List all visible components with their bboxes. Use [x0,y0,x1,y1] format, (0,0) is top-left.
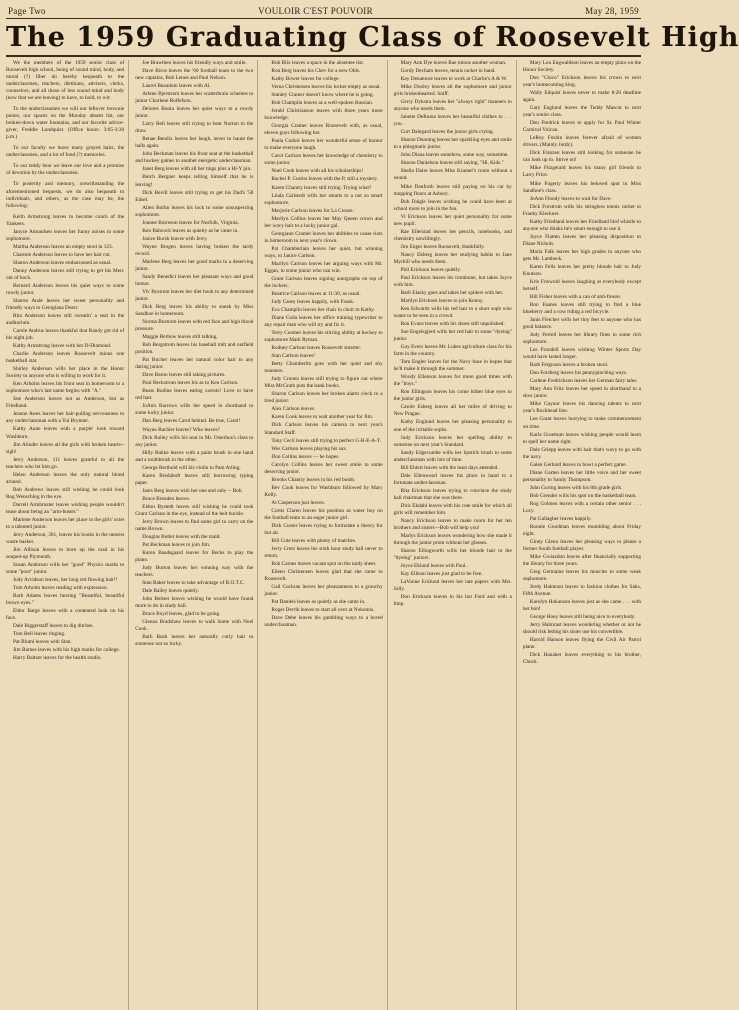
will-entry: Ken Edwards wills his red hair to a short soph who wants to be seen in a crowd. [393,306,512,320]
will-entry: Galen Gerhard leaves to bowl a perfect game. [529,461,627,468]
will-entry: Gordy Decham leaves, tennis racket in hand. [400,68,496,75]
will-entry: Sharon Danielson leaves still saying, "Hi, Kids." [400,160,504,167]
will-entry: Marilyn Carlson leaves her arguing ways with Mr. Eggan, to some junior who can win. [264,260,383,274]
will-entry: Maria Falk leaves her high grades to anyone who gets Mr. Lambeck. [522,248,642,262]
will-entry: Dale Ellenwood leaves his place in band to a fortunate underclassman. [393,472,512,486]
will-entry: Rita Erickson leaves trying to convince the study hall chairman that she was there. [393,487,512,501]
will-entry: JoAnn Barrows wills her speed in shorthand to some lucky junior. [135,403,254,417]
will-entry: Al Casperson just leaves. [271,499,325,506]
page-header [6,6,641,16]
will-entry: Tom Arholm leaves reading with expression. [13,585,108,592]
will-entry: Barb Elasky goes and takes her spiders with her. [400,289,504,296]
will-entry: Beatrice Carlson leaves at 11:30, as usual. [271,290,361,297]
will-entry: Mike Gaynor leaves his dancing talents to next year's Rockhead line. [522,401,642,415]
will-entry: Georgia Cramer leaves Roosevelt with, as usual, eleven guys following her. [264,123,383,137]
will-entry: Jerry Brown leaves to find some girl to carry on the name Brown. [135,518,254,532]
will-entry: George Berthold will his violin to Pam Arling. [142,464,241,471]
will-entry: Danny Anderson leaves still trying to get his Merc out of hock. [6,267,125,281]
will-entry: Joyce Eklund leaves with Paul. [400,563,467,570]
will-entry: John Goring leaves with his 8th grade girls. [529,484,623,491]
will-entry: Pat Bluml leaves with Stan. [13,639,72,646]
will-entry: Rae Ellerstad leaves her pencils, notebooks, and chemistry unwillingly. [393,228,512,242]
will-entry: Martha Anderson leaves an empty stool in 123. [13,243,114,250]
will-entry: Gary Englund leaves the Teddy Mascot to next year's senior class. [522,105,642,119]
will-entry: Stanley Cramer doesn't know where he is going. [271,92,374,99]
will-entry: Carole Andrus leaves thankful that Randy got rid of his night job. [6,328,125,342]
will-entry: Dick Carlson leaves his camera to next year's Standard Staff. [264,422,383,436]
will-entry: Susan Anderson wills her "good" Physics marks to some "poor" junior. [6,562,125,576]
will-entry: Larry Bell leaves still trying to beat Norton to the draw. [135,121,254,135]
will-entry: Don "Chico" Erickson leaves his crown to next year's homecoming king. [522,75,642,89]
will-entry: Eva Champlin leaves her chair in choir to Kathy. [271,307,375,313]
will-entry: Dave Baron leaves still taking pictures. [142,372,226,379]
will-entry: Mike Fitzgerald leaves his many girl friends to Larry Price. [522,165,642,179]
will-entry: Beats Bodine leaves eating carrots! Love to have red hair. [135,388,254,402]
will-entry: Dick Berg leaves his ability to sneak by Miss Sandhoe in homeroom. [135,304,254,318]
will-entry: Judy Ferrell leaves her library fines to some rich sophomore. [522,332,642,346]
will-entry: Bob Blix leaves a space in the absentee list. [271,60,364,66]
will-entry: Curtis Claren leaves his position as water boy on the football team to an eager junior girl. [264,507,383,521]
will-entry: Lee Grant leaves hurrying to make commencement on time. [522,416,642,430]
will-entry: Joe Brawthen leaves his friendly ways and smile. [142,60,247,66]
will-entry: Karolyn Hokanson leaves just as she came . . . with her hon! [522,599,642,613]
article-columns [6,60,641,1010]
will-entry: Charmie Anderson leaves to have her hair cut. [13,251,111,258]
will-entry: Guy Evers leaves Mr. Lukes agriculture class for his farm in the country. [393,344,512,358]
will-entry: LaVonne Ecklund leaves her late papers with Mrs. Jolly. [393,579,512,593]
will-entry: Bill Cote leaves with plenty of matches. [271,537,357,544]
will-entry: Rog Golmen leaves with a certain other senior . . . Lucy. [522,500,642,514]
will-entry: Tom Bell leaves ringing. [13,631,66,638]
headline: The 1959 Graduating Class of Roosevelt High [6,22,739,53]
will-entry: Janis Fletcher wills her tiny feet to anyone who has good balance. [522,317,642,331]
will-entry: Carolyn Collins leaves her sweet smile to some deserving junior. [264,461,383,475]
will-entry: Alex Carlson leaves. [271,406,316,413]
will-entry: Sharon Carlson leaves her broken alarm clock to a tired junior. [264,391,383,405]
will-entry: Judy Cronen leaves still trying to figure out where Miss McGrath puts the bank books. [264,376,383,390]
will-entry: Kay Ellison leaves just glad to be free. [400,571,483,578]
will-entry: Eileen Christensen leaves glad that she came to Roosevelt. [264,569,383,583]
will-entry: Stan Baker leaves to take advantage of R.O.T.C. [142,580,245,587]
will-entry: Sue Anderson leaves not as Anderson, but as Friedland. [6,396,125,410]
will-entry: Pat Chamberlain leaves her quiet, but winning ways, to Janice Carlson. [264,245,383,259]
will-entry: Karen Cook leaves to wait another year for Jim. [271,414,374,421]
will-entry: Bob Daigle leaves wishing he could have been at school more to join in the fun. [393,198,512,212]
will-entry: Noel Cook leaves with all his scholarships! [271,168,364,175]
column-4 [394,60,517,1010]
intro-paragraph: To the underclassmen we will our leftover brownie points, our spaces on the Monday absent list, our broken-down water fountains, and our favorite advice-giver, Freddie Lundquist. (Office hours: 3:05-3:30 p.m.) [6,106,125,141]
will-entry: Jordy Halmrast leaves to fashion clothes for Saks, Fifth Avenue. [522,584,642,598]
will-entry: Rita Anderson leaves still sweatin' a seat in the auditorium. [6,313,125,327]
will-entry: Marilyn Collins leaves her May Queen crown and her wavy hair to a lucky junior gal. [264,215,383,229]
will-entry: George Hoey leaves still being nice to everybody. [529,614,636,621]
will-entry: Bruce Brenden leaves. [142,495,191,502]
will-entry: John Belster leaves wishing he would have found more to do in study hall. [135,596,254,610]
will-entry: Karen Baadsgaard leaves for Becks to play the piano. [135,550,254,564]
will-entry: Diane Garten leaves her little voice and her sweet personality to Sandy Thompson. [522,469,642,483]
will-entry: Rodney Carlson leaves Roosevelt smarter. [271,345,361,352]
will-entry: Shirley Anderson wills her place in the Honor Society to anyone who is willing to work for it. [6,366,125,380]
column-2 [135,60,258,1010]
will-entry: Ginny Glenn leaves her pleasing ways to please a former South football player. [522,538,642,552]
will-entry: Jerry Anderson, 111 leaves grateful to all the teachers who let him go. [6,456,125,470]
will-entry: Stan Carlson leaves! [271,353,315,360]
will-entry: Carole Esberg leaves all her miles of driving to New Prague. [393,404,512,418]
will-entry: Mike Dooley leaves all the sophomore and junior girls brokenhearted. Sniff. [393,84,512,98]
will-entry: Mike Danforth leaves still paying on his car by mopping floors at Asbury. [393,183,512,197]
will-entry: Carlene Fredrickson leaves her German fairy tales. [529,378,638,385]
will-entry: Tony Cecil leaves still trying to perfect G-R-E-A-T. [271,437,381,444]
will-entry: Dale Biggerstaff leaves to dig ditches. [13,623,94,630]
will-entry: Kathy Englund leaves her pleasing personality to one of the irritable sophs. [393,419,512,433]
will-entry: Les Frondell leaves wishing Winter Sports Day would have lasted longer. [522,347,642,361]
will-entry: Laurel Beaudoin leaves with Al. [142,83,211,90]
will-entry: Kathy Friedland leaves her Friedland bird whistle to anyone who thinks he's smart enough to use it. [522,218,642,232]
will-entry: Dave Debe leaves his gambling ways to a bored underclassman. [264,615,383,629]
will-entry: Jim Allison leaves to burn up the road in his souped-up Plymouth. [6,546,125,560]
will-entry: Mary Ann Fritz leaves her speed in shorthand to a slow junior. [522,386,642,400]
will-entry: Jim Enger leaves Roosevelt, thankfully. [400,243,485,250]
will-entry: Mary Ann Dye leaves Rae minus another woman. [400,60,507,66]
will-entry: Dick Bevill leaves still trying to get his Dad's '58 Edsel. [135,189,254,203]
will-entry: Bernard Anderson leaves his quiet ways to some rowdy junior. [6,282,125,296]
will-entry: Greg Germaine leaves his muscles to some weak sophomore. [522,569,642,583]
will-entry: Sandy Benedict leaves her pleasant ways and good humor. [135,273,254,287]
will-entry: Ronnie Goodman leaves mumbling about Friday night. [522,523,642,537]
will-entry: Georgiann Cramer leaves her abilities to cause riots in homeroom to next year's clown. [264,230,383,244]
will-entry: Barb Bush leaves her naturally curly hair to someone not so lucky. [135,634,254,648]
will-entry: Judy Casey leaves happily, with Frank. [271,298,355,305]
will-entry: Glenna Bradshaw leaves to walk home with Noel Cook. [135,619,254,633]
will-entry: Karla Groettum leaves wishing people would learn to spell her name right. [522,431,642,445]
column-5 [523,60,641,1010]
will-entry: Harry Baltzer leaves for the health studio. [13,655,102,662]
will-entry: Bev Cook leaves for Washburn followed by Mary Kelly. [264,484,383,498]
will-entry: Douglas Butler leaves with the maid. [142,533,221,540]
will-entry: Sharon Ellingworth wills her blonde hair to the "dyeing" juniors. [393,548,512,562]
will-entry: Marjorie Carlson leaves for La Crosse. [271,207,354,214]
will-entry: Jeanne Awes leaves her hair-pulling nervousness to any underclassman with a Yul Brynner. [6,411,125,425]
will-entry: Harold Hanson leaves flying the Civil Air Patrol plane. [522,637,642,651]
will-entry: Carol Carlson leaves her knowledge of chemistry to some junior. [264,153,383,167]
will-entry: Dale Griepp leaves with hair that's wavy to go with the navy. [522,446,642,460]
will-entry: Renae Bendix leaves her laugh, never to haunt the halls again. [135,136,254,150]
will-entry: Judy Burton leaves her winning way with the teachers. [135,565,254,579]
intro-paragraph: To our teddy bear we leave our love and a promise of devotion by the underclassmen. [6,163,125,177]
will-entry: Darrell Armbruster leaves wishing people wouldn't tease about being an "arm-buster." [6,501,125,515]
will-entry: Dick Bailey wills his seat in Mr. Osterhus's class to any junior. [135,434,254,448]
will-entry: Pat Beckman leaves to join Jim. [142,541,211,548]
will-entry: Dick Ekdahl leaves with his cute smile for which all girls will remember him. [393,502,512,516]
will-entry: Mike Fogerty leaves his beloved spot in Miss Sandhoe's class. [522,180,642,194]
will-entry: Ken Babcock leaves as quietly as he came in. [142,227,239,234]
will-entry: Karen Chantry leaves still trying. Trying what? [271,184,372,191]
will-entry: Butch Bergner keeps telling himself that he is leaving! [135,174,254,188]
will-entry: Eldor Barge leaves with a contented look on his face. [6,608,125,622]
will-entry: Ken Arholm leaves his front seat in homeroom to a sophomore who's last name begins with "A." [6,381,125,395]
will-entry: Marilyn Ericksen leaves to join Kenny. [400,297,484,304]
will-entry: Karen Fells leaves her pretty blonde hair to Judy Knutson. [522,263,642,277]
will-entry: Ron Ellingson leaves his come hither blue eyes to the junior girls. [393,389,512,403]
header-rule [6,18,641,19]
will-entry: Curt Dalegard leaves the junior girls crying. [400,129,495,136]
issue-date: May 28, 1959 [585,6,639,16]
will-entry: Eldon Bystedt leaves still wishing he could took Grant Carlson in the eye, instead of the belt buckle. [135,503,254,517]
will-entry: Don Fredrick leaves to apply for St. Paul Winter Carnival Vulcan. [522,120,642,134]
will-entry: Mary Lou Engwaldson leaves an empty place on the Honor Society. [522,60,642,74]
will-entry: Pat Gallagher leaves happily. [529,515,592,522]
will-entry: Woody Ellenson leaves for more good times with the "boys." [393,374,512,388]
will-entry: Vi Erickson leaves her quiet personality for some new pupil. [393,213,512,227]
will-entry: Mike Gwiazdon leaves after financially supporting the library for three years. [522,554,642,568]
will-entry: Jim Alinder leaves all the girls with broken hearts--sigh! [6,441,125,455]
will-entry: John Beckman leaves his front seat at the basketball and hockey games to another energetic underclassman. [135,151,254,165]
will-entry: Hilly Bakke leaves with a paint brush in one hand and a toothbrush in the other. [135,449,254,463]
will-entry: Wayne Bachler leaves? Who leaves? [142,426,220,433]
will-entry: Sharon Ande leaves her sweet personality and friendly ways to Georgiana Doerr. [6,297,125,311]
will-entry: Don Collins leaves — he hopes. [271,453,340,460]
headline-rule [6,55,641,57]
will-entry: LeRoy Foshin leaves forever afraid of women drivers. (Mainly Jordy). [522,135,642,149]
will-entry: Dick Hauaker leaves everything to his brother, Chuck. [522,652,642,666]
will-entry: Wes Carlson leaves playing his sax. [271,445,348,452]
will-entry: Rachel P. Curtiss leaves with the P, still a mystery. [271,176,378,183]
will-entry: Kathy Aune leaves with a purple' look toward Washburn. [6,426,125,440]
will-entry: Nancy Erickson leaves to make room for her ten brothers and sisters—Bob will help you! [393,517,512,531]
intro-paragraph: To posterity and memory, notwithstanding the aforementioned bequests, we do also bequeath to individuals, and others, as the case may be, the following: [6,181,125,209]
will-entry: Gail Cochran leaves her pleasantness to a grouchy junior. [264,584,383,598]
will-entry: Bob Bergstrom leaves his baseball mitt and outfield position. [135,342,254,356]
will-entry: John Diana leaves somehow, some way, sometime. [400,152,509,159]
will-entry: Betty Chamberlin goes with her quiet and shy manners. [264,361,383,375]
will-entry: Sharon Anderson leaves embarrassed as usual. [13,259,112,266]
will-entry: Brooks Chantry leaves in his red bomb. [271,476,356,483]
will-entry: Maggie Berbow leaves still talking. [142,334,218,341]
will-entry: Don Forsberg leaves his pennypinching ways. [529,370,628,377]
will-entry: Bob Andrews leaves still wishing he could look Rog Wenschlog in the eye. [6,486,125,500]
will-entry: Kris Friswold leaves laughing at everybody except herself. [522,278,642,292]
will-entry: Joanne Borreson leaves for Norfolk, Virginia. [142,219,239,226]
will-entry: Viv Bystrom leaves her diet book to any determined junior. [135,288,254,302]
will-entry: Marlene Berg leaves her good marks to a deserving junior. [135,258,254,272]
will-entry: Ron Faanes leaves still trying to find a blue blueberry and a cow riding a red bicycle. [522,302,642,316]
will-entry: Bob Carnes leaves vacant spot on the tardy sheet. [271,561,377,568]
will-entry: Dick Forstrom wills his stringless tennis racket to Franky Kleckner. [522,203,642,217]
will-entry: Don Erickson leaves in his hot Ford and with a limp. [393,594,512,608]
will-entry: Dan Berg leaves Carol behind. Be true, Carol! [142,418,241,425]
page-label: Page Two [8,6,46,16]
will-entry: Bob Champlin leaves as a well-spoken Russian. [271,100,374,107]
will-entry: Janette DeRoma leaves her beautiful clothes to . . . you. [393,114,512,128]
will-entry: Helen Anderson leaves the only natural blond around. [6,471,125,485]
will-entry: Marlene Anderson leaves her place in the girls' octet to a talented junior. [6,516,125,530]
will-entry: Barb Ferguson leaves a broken stool. [529,362,609,369]
will-entry: Ron Berg leaves his Chev for a new Olds. [271,68,361,75]
will-entry: Delores Bonin leaves her quiet ways to a rowdy junior. [135,106,254,120]
will-entry: Dick Franzen leaves still looking for someone he can look up to. Strive on! [522,150,642,164]
will-entry: Judy Erickson leaves her spelling ability to someone on next year's Standard. [393,434,512,448]
will-entry: Roger Derrik leaves to start all over at Nokomis. [271,607,375,614]
will-entry: Wayne Brogen leaves having broken the tardy record. [135,243,254,257]
will-entry: Diane Coda leaves her office training typewriter to any repair man who will try and fix it. [264,315,383,329]
will-entry: Pat Daniels leaves as quietly as she came in. [271,599,366,606]
will-entry: Kay Denamore leaves to work at Charlie's A & W. [400,76,508,83]
will-entry: Norma Bostrom leaves with red face and high blood pressure. [135,319,254,333]
column-1 [6,60,129,1010]
will-entry: Janice Bursh leaves with Jerry. [142,235,208,242]
will-entry: Arlene Bjerstrom leaves her scatterbrain schemes to junior Charlene Rolfefson. [135,91,254,105]
will-entry: Dale Bailey leaves quietly. [142,588,199,595]
will-entry: Bill Fisher leaves with a can of anti-freeze. [529,293,622,300]
will-entry: Dave Biros leaves the '60 football team to the two new captains, Bob Lenoe and Paul Nelson. [135,68,254,82]
will-entry: Pat Bucher leaves her natural color hair to any daring junior. [135,357,254,371]
will-entry: Jerry Anderson, 301, leaves his books in the nearest waste basket. [6,531,125,545]
will-entry: Phil Erickson leaves quietly. [400,266,461,273]
will-entry: Sheila Daire leaves Miss Kramer's room without a sound. [393,168,512,182]
will-entry: Linda Carlstedt wills her smarts to a not so smart sophomore. [264,192,383,206]
will-entry: Karen Bredahoft leaves still borrowing typing paper. [135,472,254,486]
intro-paragraph: To our faculty we leave many grayed hairs, the underclassmen, and a lot of fond (?) memories. [6,145,125,159]
column-3 [264,60,387,1010]
will-entry: Paul Beckstrom leaves his as to Ken Carlson. [142,380,239,387]
will-entry: Verna Christensen leaves his locker empty as usual. [271,84,381,91]
will-entry: Charlie Anderson leaves Roosevelt minus one basketball star. [6,351,125,365]
will-entry: Barb Adams leaves bearing "Beautiful, beautiful brown eyes." [6,593,125,607]
paper-name: VOULOIR C'EST POUVOIR [258,6,373,16]
will-entry: Keith Armstrong leaves to become coach of the Yankees. [6,213,125,227]
will-entry: Paula Codori leaves her wonderful sense of humor to make everyone laugh. [264,138,383,152]
will-entry: Marlys Erickson leaves wondering how she made it through the junior prom without her glasses. [393,532,512,546]
will-entry: Bruce Boyd leaves, glad to be going. [142,611,221,618]
will-entry: Ron Evans leaves with his shoes still unpolished. [400,321,505,328]
will-entry: Judy Arvidson leaves, her long red flowing hair!! [13,577,118,584]
will-entry: Janyce Amundsen leaves her funny noises to some sophomore. [6,228,125,242]
will-entry: Wally Edquist leaves never to make 8:20 deadline again. [522,90,642,104]
will-entry: Janis Berg leaves with her one and only -- Bob. [142,487,243,494]
will-entry: Sue Engelsgjerd wills her red hair to some "dyeing" junior. [393,329,512,343]
will-entry: Kathy Armstrong leaves with her D-Diamond. [13,343,112,350]
will-entry: Joyce Flatten leaves her pleasing disposition to Diane Nichols. [522,233,642,247]
will-entry: Jim Barnes leaves with his high marks for college. [13,647,120,654]
will-entry: Gerry Dykstra leaves her "always right" manners to anyone who needs them. [393,99,512,113]
will-entry: Jerry Halmrast leaves wondering whether or not he should risk letting his sister use his convertible. [522,622,642,636]
will-entry: Grant Carlson leaves signing autographs on top of the lockers. [264,275,383,289]
will-entry: Bill Ehlert leaves with the least days attended. [400,464,499,471]
will-entry: Paul Erickson leaves his trombone, but takes Joyce with him. [393,274,512,288]
will-entry: Nancy Ekberg leaves her studying habits to Jane Myrhill who needs them. [393,251,512,265]
will-entry: Jerald Christianson leaves with three years more knowledge. [264,108,383,122]
will-entry: Terry Coomer leaves his stirring ability at hockey to sophomore Mark Ryman. [264,330,383,344]
intro-paragraph: We the members of the 1959 senior class of Roosevelt high school, being of sound mind, body, and moral (?) fiber do hereby bequeath to the underclassmen, teachers, dietitians, advisers, clerks, counselors, and all those of less sound mind and body (now that we are leaving) to have, to hold, to wit: [6,60,125,102]
will-entry: Dick Custer leaves trying to formulate a theory for hot air. [264,522,383,536]
will-entry: Bob Grender wills his spot on the basketball team. [529,492,637,499]
will-entry: Sharon Dunning leaves her sparkling eyes and smile to a phlegmatic junior. [393,137,512,151]
will-entry: JoAnn Floody leaves to wait for Dave. [529,195,612,202]
will-entry: Janet Berg leaves with all her tings plus a Hi-Y pin. [142,166,252,173]
will-entry: Tom Engler leaves for the Navy base in hopes that he'll make it through the summer. [393,359,512,373]
will-entry: Kathy Bower leaves for college. [271,76,340,83]
will-entry: Allen Bollin leaves his lock to some unsuspecting sophomore. [135,204,254,218]
will-entry: Sandy Edgecumbe wills her lipstick brush to some underclassman with lots of time. [393,449,512,463]
will-entry: Jerry Crest leaves his sixth hour study hall never to return. [264,545,383,559]
